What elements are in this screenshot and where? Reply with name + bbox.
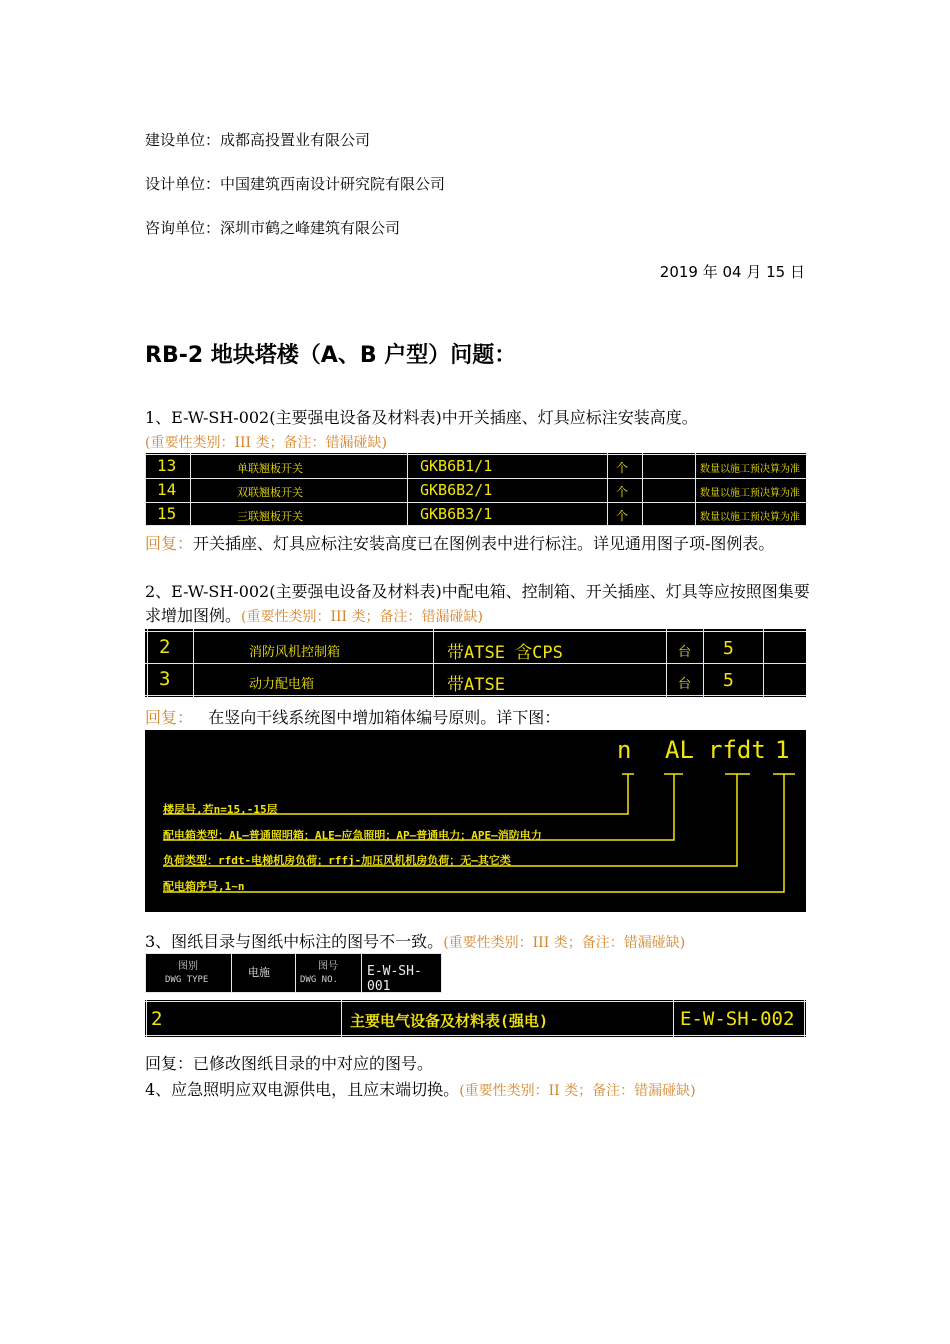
code-floor: n <box>617 736 632 764</box>
row-no: 2 <box>159 636 171 658</box>
reply-2 <box>145 706 810 730</box>
cad-table-2 <box>145 629 806 697</box>
row-no: 13 <box>157 456 177 475</box>
issue-2-note: (重要性类别：III 类；备注：错漏碰缺) <box>241 609 483 625</box>
row-model: GKB6B1/1 <box>420 457 493 475</box>
dwg-type-label-en: DWG TYPE <box>165 975 209 985</box>
row-unit: 台 <box>678 677 692 692</box>
reply-1 <box>145 532 810 556</box>
reply-2-text: 在竖向干线系统图中增加箱体编号原则。详下图： <box>208 708 561 727</box>
numbering-diagram <box>145 730 806 912</box>
issue-2 <box>145 580 810 629</box>
legend-serial: 配电箱序号,1~n <box>163 880 245 893</box>
reply-1-text: 开关插座、灯具应标注安装高度已在图例表中进行标注。详见通用图子项-图例表。 <box>193 534 775 553</box>
issue-4-note: (重要性类别：II 类；备注：错漏碰缺) <box>459 1083 696 1099</box>
issue-2-text: 2、E-W-SH-002(主要强电设备及材料表)中配电箱、控制箱、开关插座、灯具等应按照图集要求增加图例。 <box>145 582 810 625</box>
legend-load-type: 负荷类型：rfdt-电梯机房负荷；rffj-加压风机机房负荷；无—其它类 <box>163 854 511 867</box>
code-box-type: AL <box>665 736 694 764</box>
row-name: 三联翘板开关 <box>237 510 303 523</box>
index-code: E-W-SH-002 <box>680 1008 795 1030</box>
row-remark: 数量以施工预决算为准 <box>700 512 800 523</box>
row-unit: 个 <box>616 485 629 499</box>
row-unit: 台 <box>678 645 692 660</box>
drawing-index-row <box>145 1000 806 1037</box>
issue-1 <box>145 406 810 455</box>
issue-1-note: (重要性类别：III 类；备注：错漏碰缺) <box>145 435 387 451</box>
issue-1-text: 1、E-W-SH-002(主要强电设备及材料表)中开关插座、灯具应标注安装高度。 <box>145 408 698 427</box>
reply-1-label: 回复： <box>145 534 194 553</box>
section-title: RB-2 地块塔楼（A、B 户型）问题： <box>145 343 517 368</box>
dwg-type-label: 图别 <box>178 961 198 972</box>
row-no: 15 <box>157 504 177 523</box>
row-model: 带ATSE 含CPS <box>447 643 563 663</box>
row-name: 动力配电箱 <box>249 677 315 692</box>
row-remark: 数量以施工预决算为准 <box>700 488 800 499</box>
title-block <box>145 953 442 993</box>
row-remark: 数量以施工预决算为准 <box>700 464 800 475</box>
reply-2-label: 回复： <box>145 708 194 727</box>
issue-3 <box>145 930 810 955</box>
dwg-type-value: 电施 <box>248 966 270 979</box>
legend-box-type: 配电箱类型：AL—普通照明箱；ALE—应急照明；AP—普通电力；APE—消防电力 <box>163 829 542 842</box>
issue-4-text: 4、应急照明应双电源供电，且应末端切换。 <box>145 1080 460 1099</box>
row-name: 消防风机控制箱 <box>249 645 341 660</box>
reply-3: 回复：已修改图纸目录的中对应的图号。 <box>145 1054 434 1073</box>
row-unit: 个 <box>616 509 629 523</box>
dwg-no-value: E-W-SH-001 <box>367 964 422 993</box>
row-no: 3 <box>159 668 171 690</box>
issue-3-note: (重要性类别：III 类；备注：错漏碰缺) <box>443 935 686 951</box>
designer-line: 设计单位：中国建筑西南设计研究院有限公司 <box>145 175 446 193</box>
row-model: 带ATSE <box>447 675 505 695</box>
row-name: 单联翘板开关 <box>237 462 303 475</box>
consultant-line: 咨询单位：深圳市鹤之峰建筑有限公司 <box>145 219 401 237</box>
row-no: 14 <box>157 480 177 499</box>
row-name: 双联翘板开关 <box>237 486 303 499</box>
row-model: GKB6B3/1 <box>420 505 493 523</box>
dwg-no-label-en: DWG NO. <box>300 975 338 985</box>
dwg-no-label: 图号 <box>318 961 338 972</box>
legend-floor: 楼层号,若n=15,-15层 <box>163 803 278 816</box>
row-model: GKB6B2/1 <box>420 481 493 499</box>
row-unit: 个 <box>616 461 629 475</box>
client-line: 建设单位：成都高投置业有限公司 <box>145 131 371 149</box>
code-serial: 1 <box>775 736 790 764</box>
date-line: 2019 年 04 月 15 日 <box>659 263 805 281</box>
row-qty: 5 <box>723 638 734 659</box>
row-qty: 5 <box>723 670 734 691</box>
index-name: 主要电气设备及材料表(强电) <box>350 1012 549 1030</box>
code-load-type: rfdt <box>708 736 766 764</box>
index-no: 2 <box>151 1008 163 1030</box>
issue-3-text: 3、图纸目录与图纸中标注的图号不一致。 <box>145 932 444 951</box>
issue-4 <box>145 1078 810 1103</box>
cad-table-1 <box>145 453 806 526</box>
